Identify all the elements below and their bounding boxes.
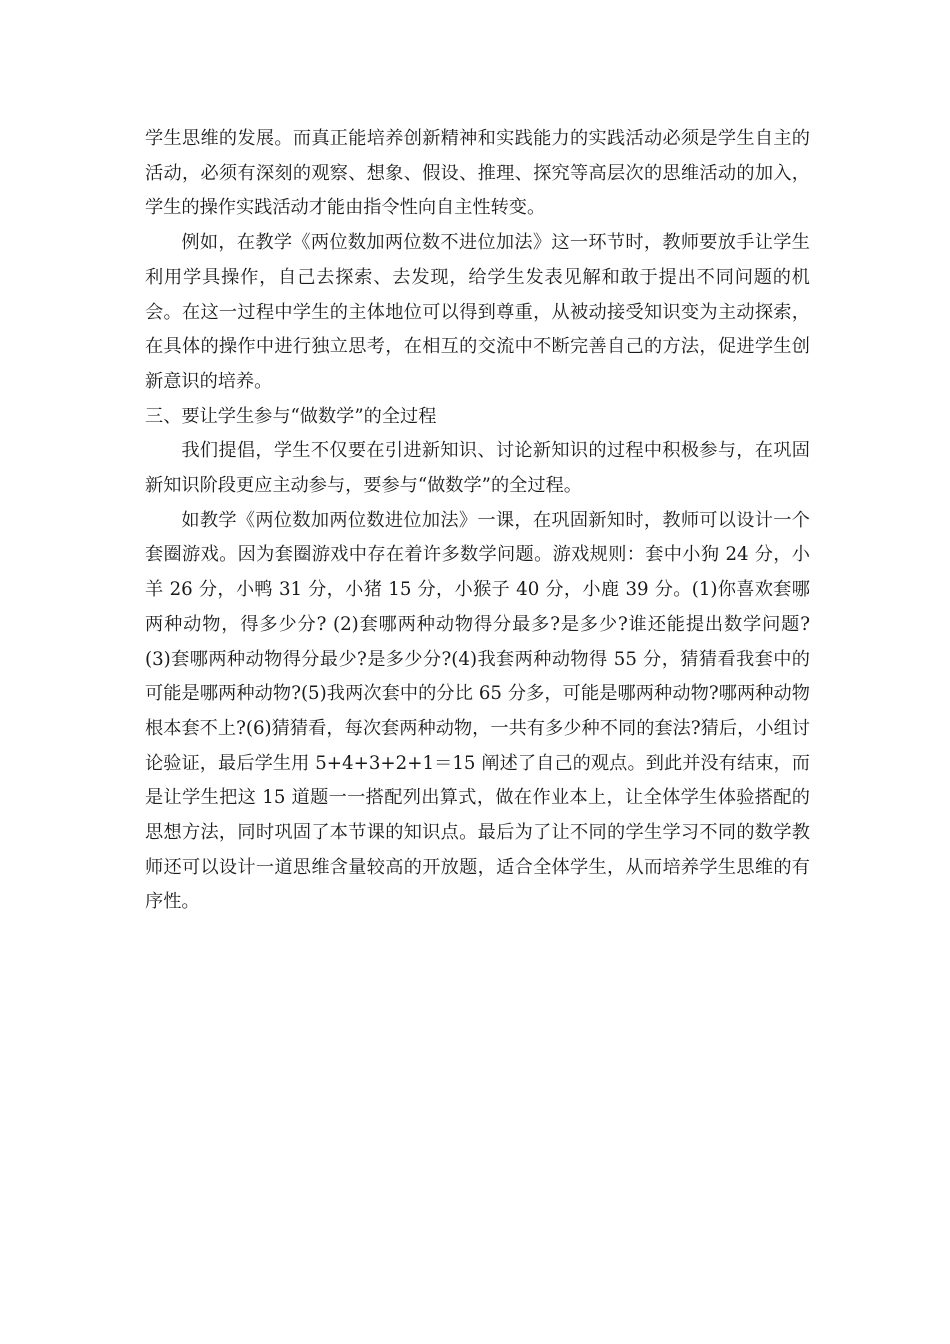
- document-body: [145, 122, 810, 920]
- paragraph-continuation: 学生思维的发展。而真正能培养创新精神和实践能力的实践活动必须是学生自主的活动，必须有深刻的观察、想象、假设、推理、探究等高层次的思维活动的加入，学生的操作实践活动才能由指令性向自主性转变。: [145, 128, 810, 219]
- section-heading-3: 三、要让学生参与“做数学”的全过程: [145, 405, 437, 427]
- paragraph-full-process: 我们提倡，学生不仅要在引进新知识、讨论新知识的过程中积极参与，在巩固新知识阶段更应主动参与，要参与“做数学”的全过程。: [145, 440, 810, 497]
- paragraph-example-non-carry-addition: 例如，在教学《两位数加两位数不进位加法》这一环节时，教师要放手让学生利用学具操作，自己去探索、去发现，给学生发表见解和敢于提出不同问题的机会。在这一过程中学生的主体地位可以得到尊重，从被动接受知识变为主动探索，在具体的操作中进行独立思考，在相互的交流中不断完善自己的方法，促进学生创新意识的培养。: [145, 232, 810, 392]
- paragraph-ring-toss-game: 如教学《两位数加两位数进位加法》一课，在巩固新知时，教师可以设计一个套圈游戏。因为套圈游戏中存在着许多数学问题。游戏规则：套中小狗 24 分，小羊 26 分，小鸭 31 分，小猪 15 分，小猴子 40 分，小鹿 39 分。(1)你喜欢套哪两种动物，得多少分? (2)套哪两种动物得分最多?是多少?谁还能提出数学问题? (3)套哪两种动物得分最少?是多少分?(4)我套两种动物得 55 分，猜猜看我套中的可能是哪两种动物?(5)我两次套中的分比 65 分多，可能是哪两种动物?哪两种动物根本套不上?(6)猜猜看，每次套两种动物，一共有多少种不同的套法?猜后，小组讨论验证，最后学生用 5+4+3+2+1＝15 阐述了自己的观点。到此并没有结束，而是让学生把这 15 道题一一搭配列出算式，做在作业本上，让全体学生体验搭配的思想方法，同时巩固了本节课的知识点。最后为了让不同的学生学习不同的数学教师还可以设计一道思维含量较高的开放题，适合全体学生，从而培养学生思维的有序性。: [145, 509, 810, 913]
